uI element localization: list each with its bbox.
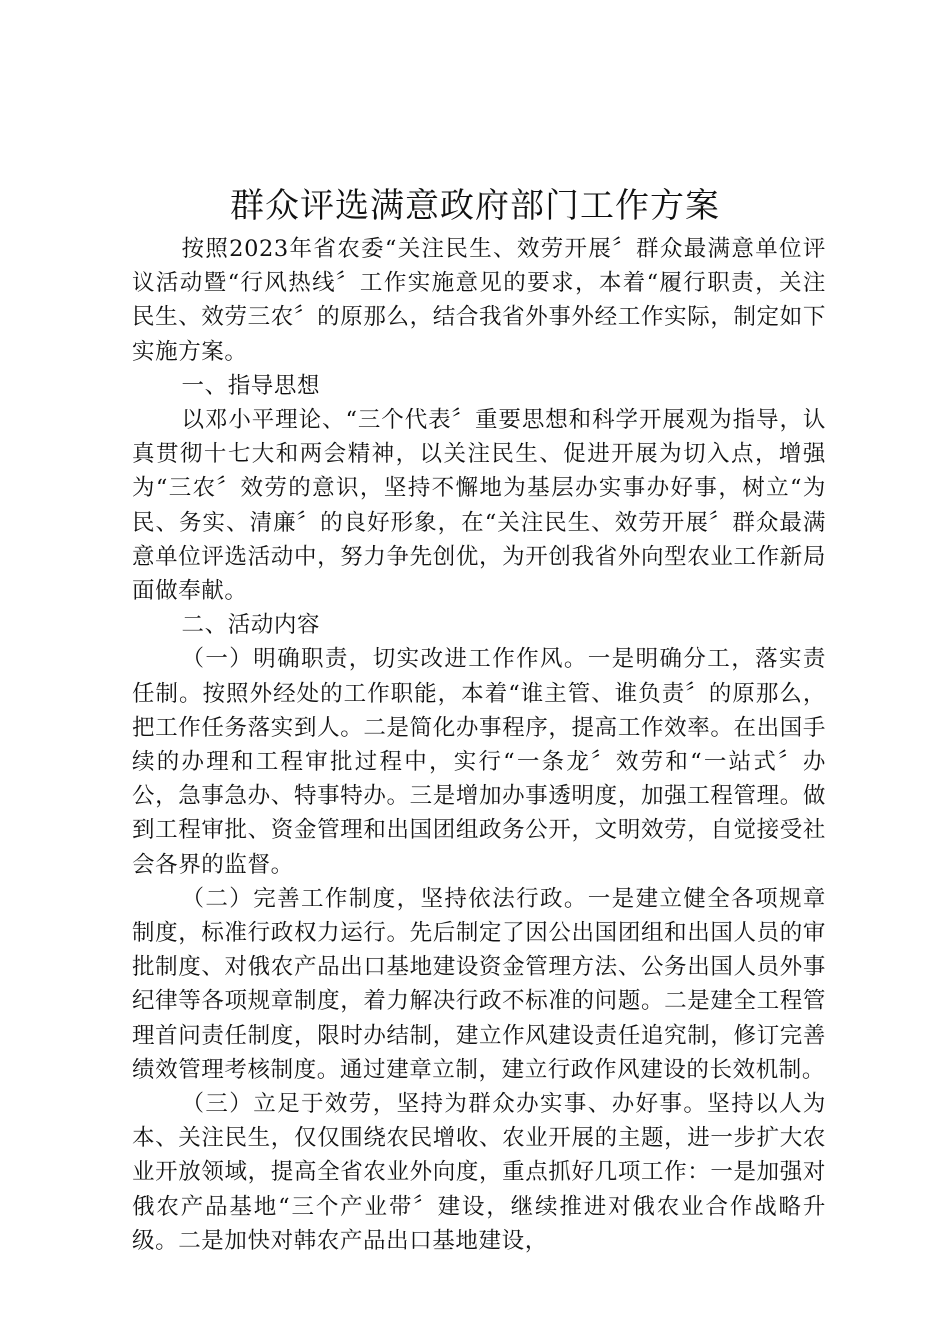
document-title: 群众评选满意政府部门工作方案 — [230, 186, 720, 226]
activity-item-3-paragraph: （三）立足于效劳，坚持为群众办实事、办好事。坚持以人为本、关注民生，仅仅围绕农民增收、农业开展的主题，进一步扩大农业开放领域，提高全省农业外向度，重点抓好几项工作：一是加强对俄农产品基地“三个产业带〞建设，继续推进对俄农业合作战略升级。二是加快对韩农产品出口基地建设， — [132, 1091, 826, 1254]
section-heading-guiding-ideology: 一、指导思想 — [181, 372, 321, 399]
guiding-ideology-paragraph: 以邓小平理论、“三个代表〞重要思想和科学开展观为指导，认真贯彻十七大和两会精神，以关注民生、促进开展为切入点，增强为“三农〞效劳的意识，坚持不懈地为基层办实事办好事，树立“为民、务实、清廉〞的良好形象，在“关注民生、效劳开展〞群众最满意单位评选活动中，努力争先创优，为开创我省外向型农业工作新局面做奉献。 — [132, 407, 826, 605]
activity-item-2-paragraph: （二）完善工作制度，坚持依法行政。一是建立健全各项规章制度，标准行政权力运行。先后制定了因公出国团组和出国人员的审批制度、对俄农产品出口基地建设资金管理方法、公务出国人员外事纪律等各项规章制度，着力解决行政不标准的问题。二是建全工程管理首问责任制度，限时办结制，建立作风建设责任追究制，修订完善绩效管理考核制度。通过建章立制，建立行政作风建设的长效机制。 — [132, 885, 826, 1083]
intro-paragraph: 按照2023年省农委“关注民生、效劳开展〞群众最满意单位评议活动暨“行风热线〞工作实施意见的要求，本着“履行职责，关注民生、效劳三农〞的原那么，结合我省外事外经工作实际，制定如下实施方案。 — [132, 236, 826, 365]
document-body — [132, 232, 826, 1258]
activity-item-1-paragraph: （一）明确职责，切实改进工作作风。一是明确分工，落实责任制。按照外经处的工作职能，本着“谁主管、谁负责〞的原那么，把工作任务落实到人。二是简化办事程序，提高工作效率。在出国手续的办理和工程审批过程中，实行“一条龙〞效劳和“一站式〞办公，急事急办、特事特办。三是增加办事透明度，加强工程管理。做到工程审批、资金管理和出国团组政务公开，文明效劳，自觉接受社会各界的监督。 — [132, 646, 826, 878]
section-heading-activity-content: 二、活动内容 — [181, 612, 321, 639]
